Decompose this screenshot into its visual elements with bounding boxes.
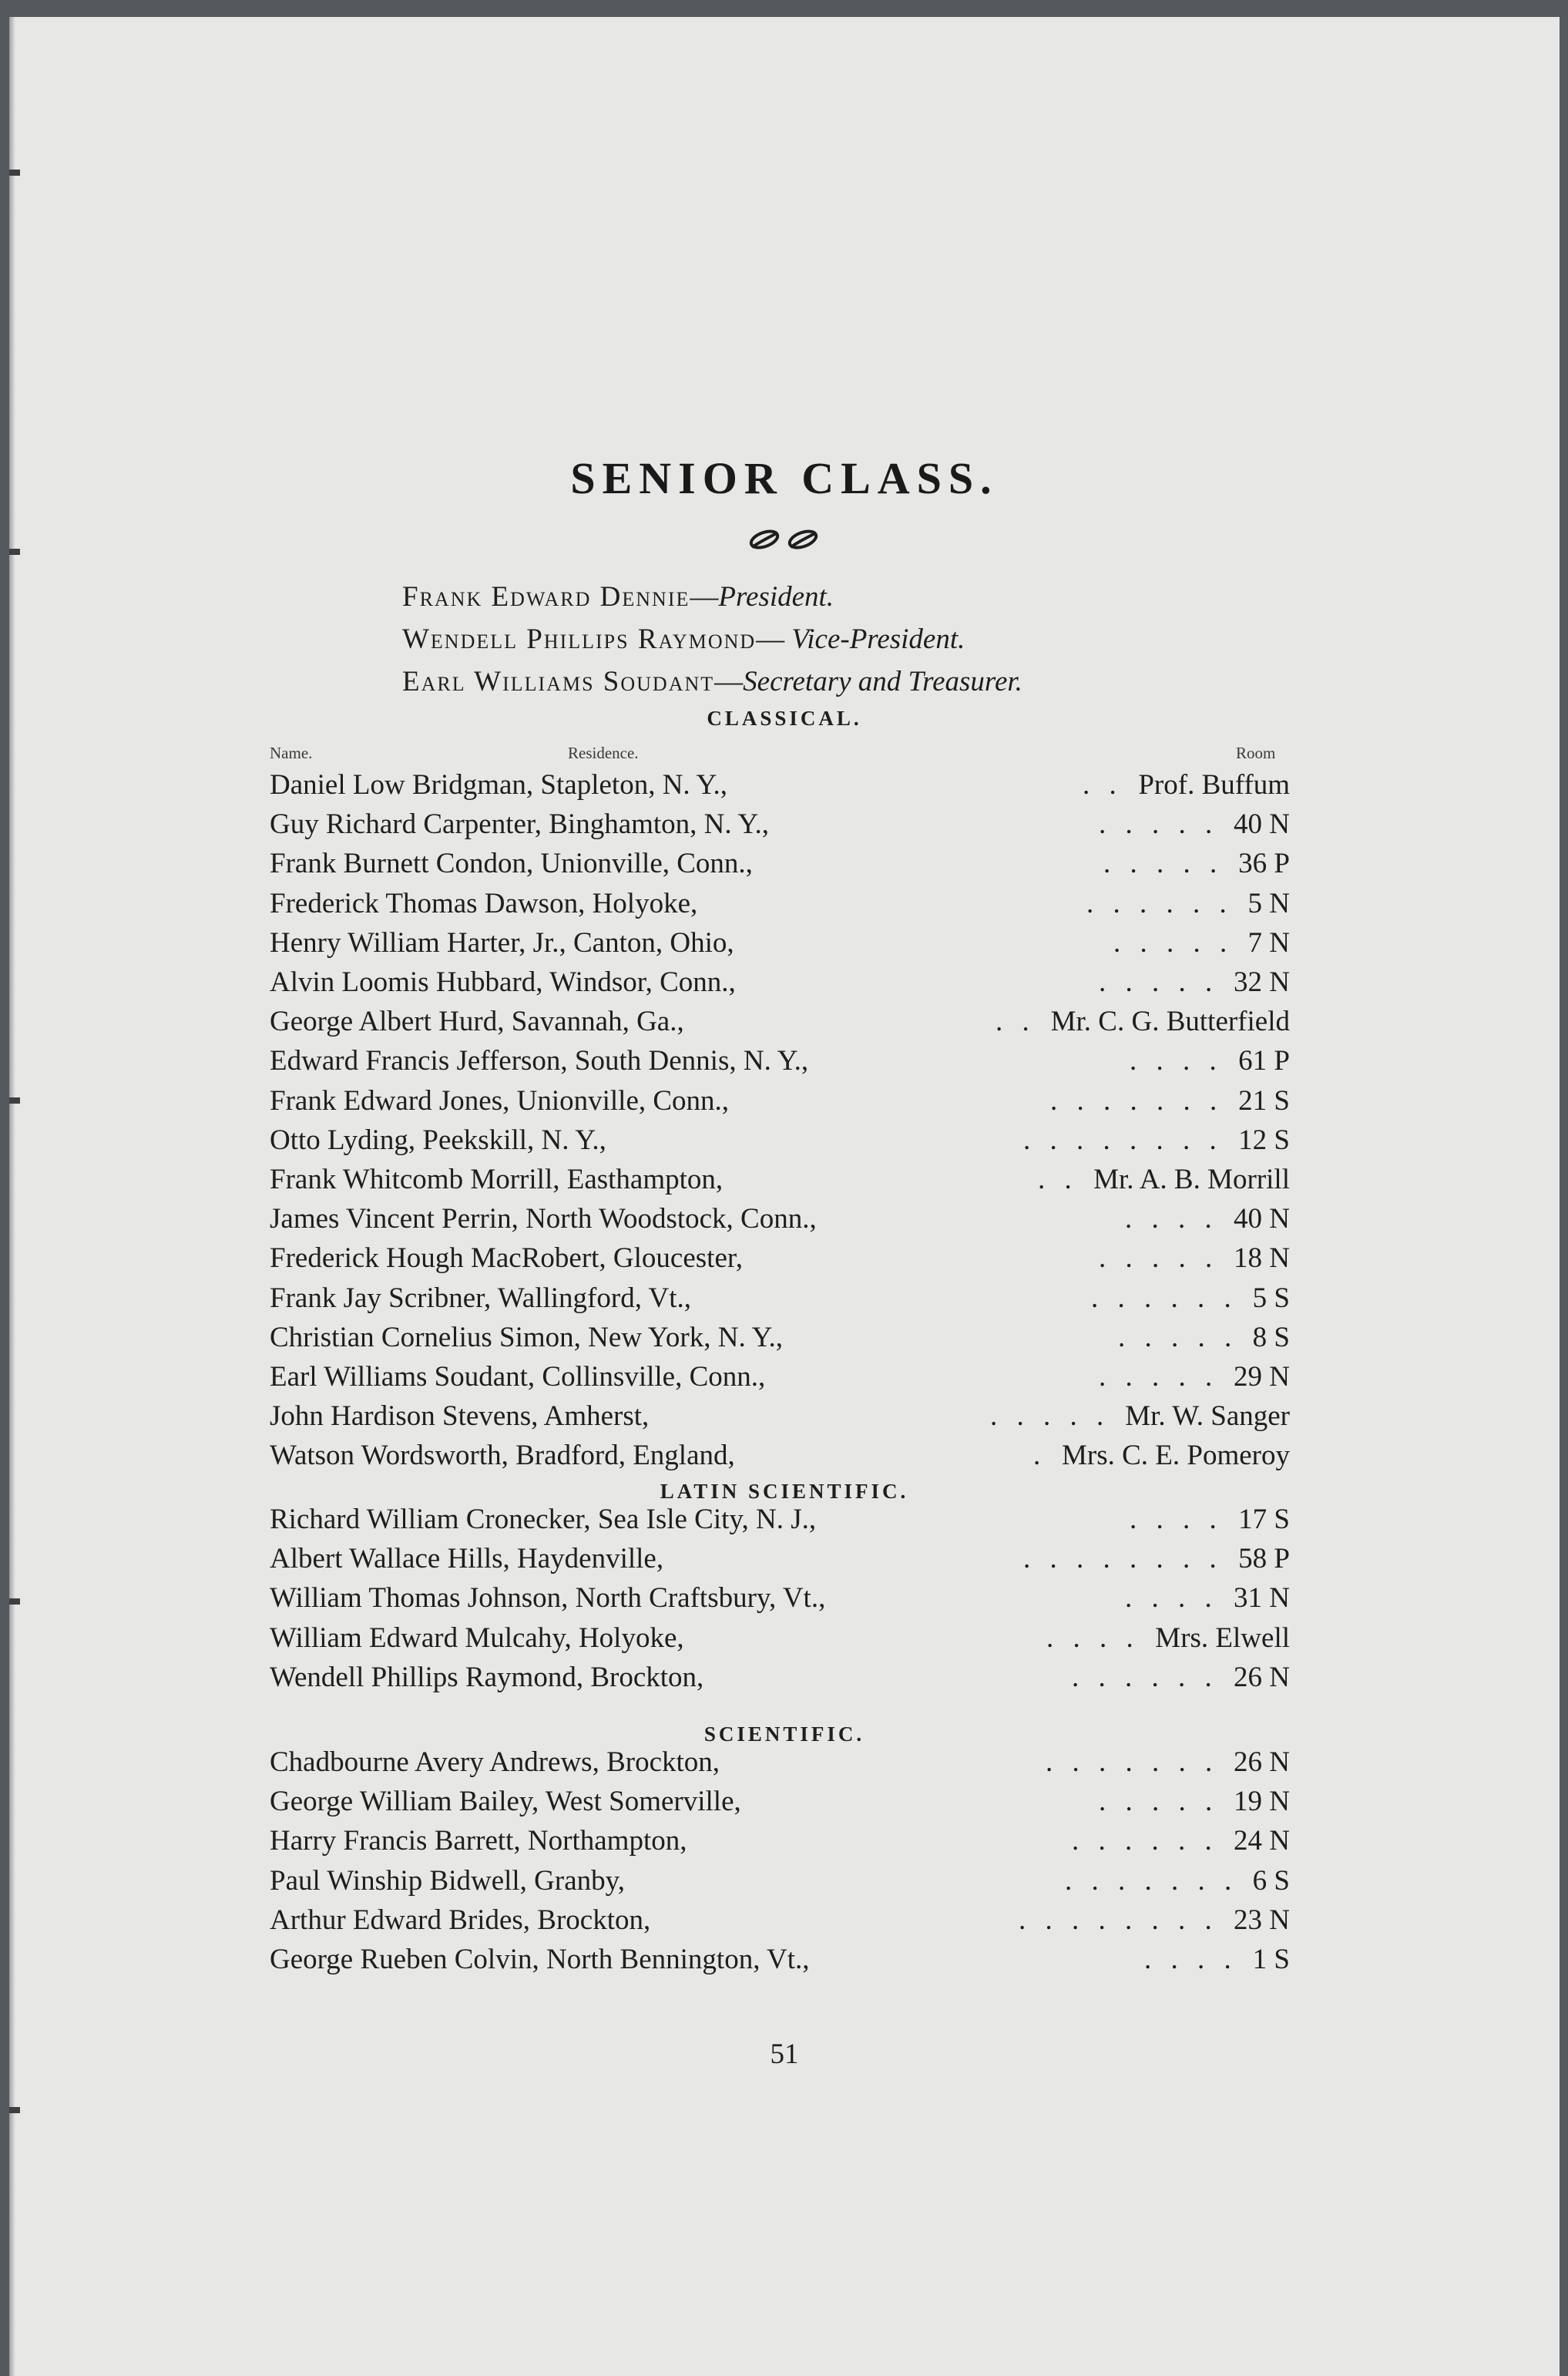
table-row [264,1084,1290,1123]
table-row [264,1503,1290,1541]
room-cell: 31 N [1234,1582,1290,1615]
leader-dots: . . . . [1144,1944,1237,1975]
leader-dots: . . [1083,769,1123,801]
table-row [264,1746,1290,1784]
room-cell: 17 S [1238,1504,1290,1535]
room-cell: Mr. W. Sanger [1125,1400,1290,1433]
table-row [264,1124,1290,1162]
leader-dots: . . . . . . . [1050,1084,1224,1117]
leader-dots: . . . . . [1118,1321,1238,1353]
room-cell: 58 P [1238,1543,1290,1575]
room-cell: 21 S [1238,1084,1290,1117]
table-row [264,1360,1290,1399]
officer-name: Frank Edward Dennie [402,581,690,613]
student-name-residence: Frank Jay Scribner, Wallingford, Vt., [270,1282,692,1314]
leader-dots: . . . . . [1099,808,1219,841]
binding-tab [9,2107,20,2113]
room-cell: 5 S [1252,1282,1290,1314]
page-title: SENIOR CLASS. [570,453,999,503]
table-row [264,1622,1290,1660]
room-cell: 29 N [1234,1361,1290,1393]
student-name-residence: John Hardison Stevens, Amherst, [270,1400,650,1433]
student-name-residence: Frank Edward Jones, Unionville, Conn., [270,1084,730,1117]
leader-dots: . . [996,1006,1036,1038]
room-cell: Mr. C. G. Butterfield [1050,1006,1290,1038]
room-cell: 5 N [1247,887,1290,919]
officer-separator: — [690,581,719,613]
room-cell: 26 N [1234,1661,1290,1693]
table-row [264,887,1290,926]
column-header-residence: Residence. [568,744,639,762]
leader-dots: . [1033,1440,1047,1472]
page-spine [9,17,15,2376]
officer-role: Secretary and Treasurer. [743,666,1022,697]
officer-role: President. [718,581,834,613]
room-cell: Mrs. Elwell [1155,1622,1290,1654]
room-cell: Mrs. C. E. Pomeroy [1062,1440,1290,1472]
leader-dots: . . . . . . . . [1023,1124,1223,1156]
table-row [264,1282,1290,1320]
leader-dots: . . . . . . . [1065,1864,1238,1897]
room-cell: 36 P [1238,848,1290,880]
student-name-residence: George Rueben Colvin, North Bennington, Vt., [270,1944,810,1975]
room-cell: 7 N [1247,926,1290,959]
leader-dots: . . . . . [1099,966,1219,998]
table-row [264,1904,1290,1942]
table-row [264,1581,1290,1620]
student-name-residence: William Thomas Johnson, North Craftsbury, Vt., [270,1582,826,1615]
student-name-residence: Henry William Harter, Jr., Canton, Ohio, [270,926,734,959]
room-cell: 19 N [1234,1786,1290,1818]
student-name-residence: Frank Whitcomb Morrill, Easthampton, [270,1164,724,1195]
leader-dots: . . . . [1125,1203,1218,1235]
student-name-residence: Alvin Loomis Hubbard, Windsor, Conn., [270,966,736,998]
leader-dots: . . . . [1130,1045,1223,1077]
student-name-residence: Albert Wallace Hills, Haydenville, [270,1543,664,1575]
table-row [264,1943,1290,1981]
student-name-residence: Chadbourne Avery Andrews, Brockton, [270,1746,720,1778]
table-row [264,1321,1290,1359]
table-row [264,1400,1290,1438]
student-name-residence: Christian Cornelius Simon, New York, N. Y., [270,1321,784,1353]
student-name-residence: Wendell Phillips Raymond, Brockton, [270,1661,704,1693]
ornament-icon [9,524,1560,559]
room-cell: 18 N [1234,1242,1290,1275]
page [9,17,1560,2376]
leader-dots: . . . . . . [1072,1825,1218,1857]
table-row [264,966,1290,1004]
room-cell: 8 S [1252,1321,1290,1353]
room-cell: 23 N [1234,1904,1290,1936]
officer-name: Earl Williams Soudant [402,666,715,697]
student-name-residence: Edward Francis Jefferson, South Dennis, N. Y., [270,1045,809,1077]
section-heading: LATIN SCIENTIFIC. [660,1480,909,1503]
officers-list [402,576,1327,703]
binding-tab [9,1097,20,1104]
binding-tab [9,1598,20,1605]
leader-dots: . . [1038,1164,1078,1195]
leader-dots: . . . . [1046,1622,1140,1654]
room-cell: Mr. A. B. Morrill [1093,1164,1290,1195]
student-name-residence: Arthur Edward Brides, Brockton, [270,1904,651,1936]
student-name-residence: Frank Burnett Condon, Unionville, Conn., [270,848,753,880]
table-row [264,808,1290,846]
officer-role: Vice-President. [791,623,965,655]
student-name-residence: Frederick Thomas Dawson, Holyoke, [270,887,698,919]
table-row [264,1005,1290,1043]
student-name-residence: Guy Richard Carpenter, Binghamton, N. Y., [270,808,769,841]
room-cell: 40 N [1234,1203,1290,1235]
table-row [264,847,1290,886]
leader-dots: . . . . . [1099,1786,1219,1818]
student-name-residence: Watson Wordsworth, Bradford, England, [270,1440,735,1472]
officer-line [402,576,1327,618]
table-row [264,926,1290,965]
table-row [264,1864,1290,1903]
room-cell: 26 N [1234,1746,1290,1778]
section-heading: SCIENTIFIC. [703,1722,865,1746]
leader-dots: . . . . . . . [1046,1746,1219,1778]
room-cell: 32 N [1234,966,1290,998]
student-name-residence: Richard William Cronecker, Sea Isle City, N. J., [270,1504,817,1535]
student-name-residence: William Edward Mulcahy, Holyoke, [270,1622,684,1654]
student-name-residence: Otto Lyding, Peekskill, N. Y., [270,1124,606,1156]
binding-tab [9,170,20,176]
student-name-residence: George William Bailey, West Somerville, [270,1786,741,1818]
table-row [264,1242,1290,1280]
room-cell: 24 N [1234,1825,1290,1857]
officer-name: Wendell Phillips Raymond [402,623,757,655]
page-number: 51 [770,2038,799,2070]
student-name-residence: Daniel Low Bridgman, Stapleton, N. Y., [270,769,727,801]
table-row [264,1785,1290,1823]
room-cell: 6 S [1252,1864,1290,1897]
section-heading: CLASSICAL. [707,707,862,730]
table-row [264,1202,1290,1241]
leader-dots: . . . . . [1099,1242,1219,1275]
leader-dots: . . . . [1130,1504,1223,1535]
leader-dots: . . . . [1125,1582,1218,1615]
leader-dots: . . . . . [1099,1361,1219,1393]
leader-dots: . . . . . . . . [1019,1904,1218,1936]
leader-dots: . . . . . . [1086,887,1233,919]
leader-dots: . . . . . [1103,848,1224,880]
leader-dots: . . . . . [1113,926,1234,959]
student-name-residence: Harry Francis Barrett, Northampton, [270,1825,687,1857]
table-row [264,1044,1290,1083]
leader-dots: . . . . . . . . [1023,1543,1223,1575]
leader-dots: . . . . . [990,1400,1110,1433]
column-header-room: Room [1236,744,1276,762]
student-name-residence: George Albert Hurd, Savannah, Ga., [270,1006,684,1038]
table-row [264,768,1290,807]
room-cell: Prof. Buffum [1138,769,1290,801]
officer-separator: — [756,623,792,655]
table-row [264,1661,1290,1699]
student-name-residence: Frederick Hough MacRobert, Gloucester, [270,1242,743,1275]
room-cell: 12 S [1238,1124,1290,1156]
officer-separator: — [714,666,744,697]
room-cell: 1 S [1252,1944,1290,1975]
table-row [264,1439,1290,1477]
leader-dots: . . . . . . [1072,1661,1218,1693]
officer-line [402,618,1327,660]
officer-line [402,660,1327,703]
table-row [264,1542,1290,1581]
table-row [264,1824,1290,1863]
room-cell: 40 N [1234,808,1290,841]
leader-dots: . . . . . . [1091,1282,1237,1314]
table-row [264,1163,1290,1201]
room-cell: 61 P [1238,1045,1290,1077]
column-header-name: Name. [270,744,313,762]
student-name-residence: Earl Williams Soudant, Collinsville, Conn., [270,1361,766,1393]
student-name-residence: James Vincent Perrin, North Woodstock, Conn., [270,1203,817,1235]
student-name-residence: Paul Winship Bidwell, Granby, [270,1864,625,1897]
